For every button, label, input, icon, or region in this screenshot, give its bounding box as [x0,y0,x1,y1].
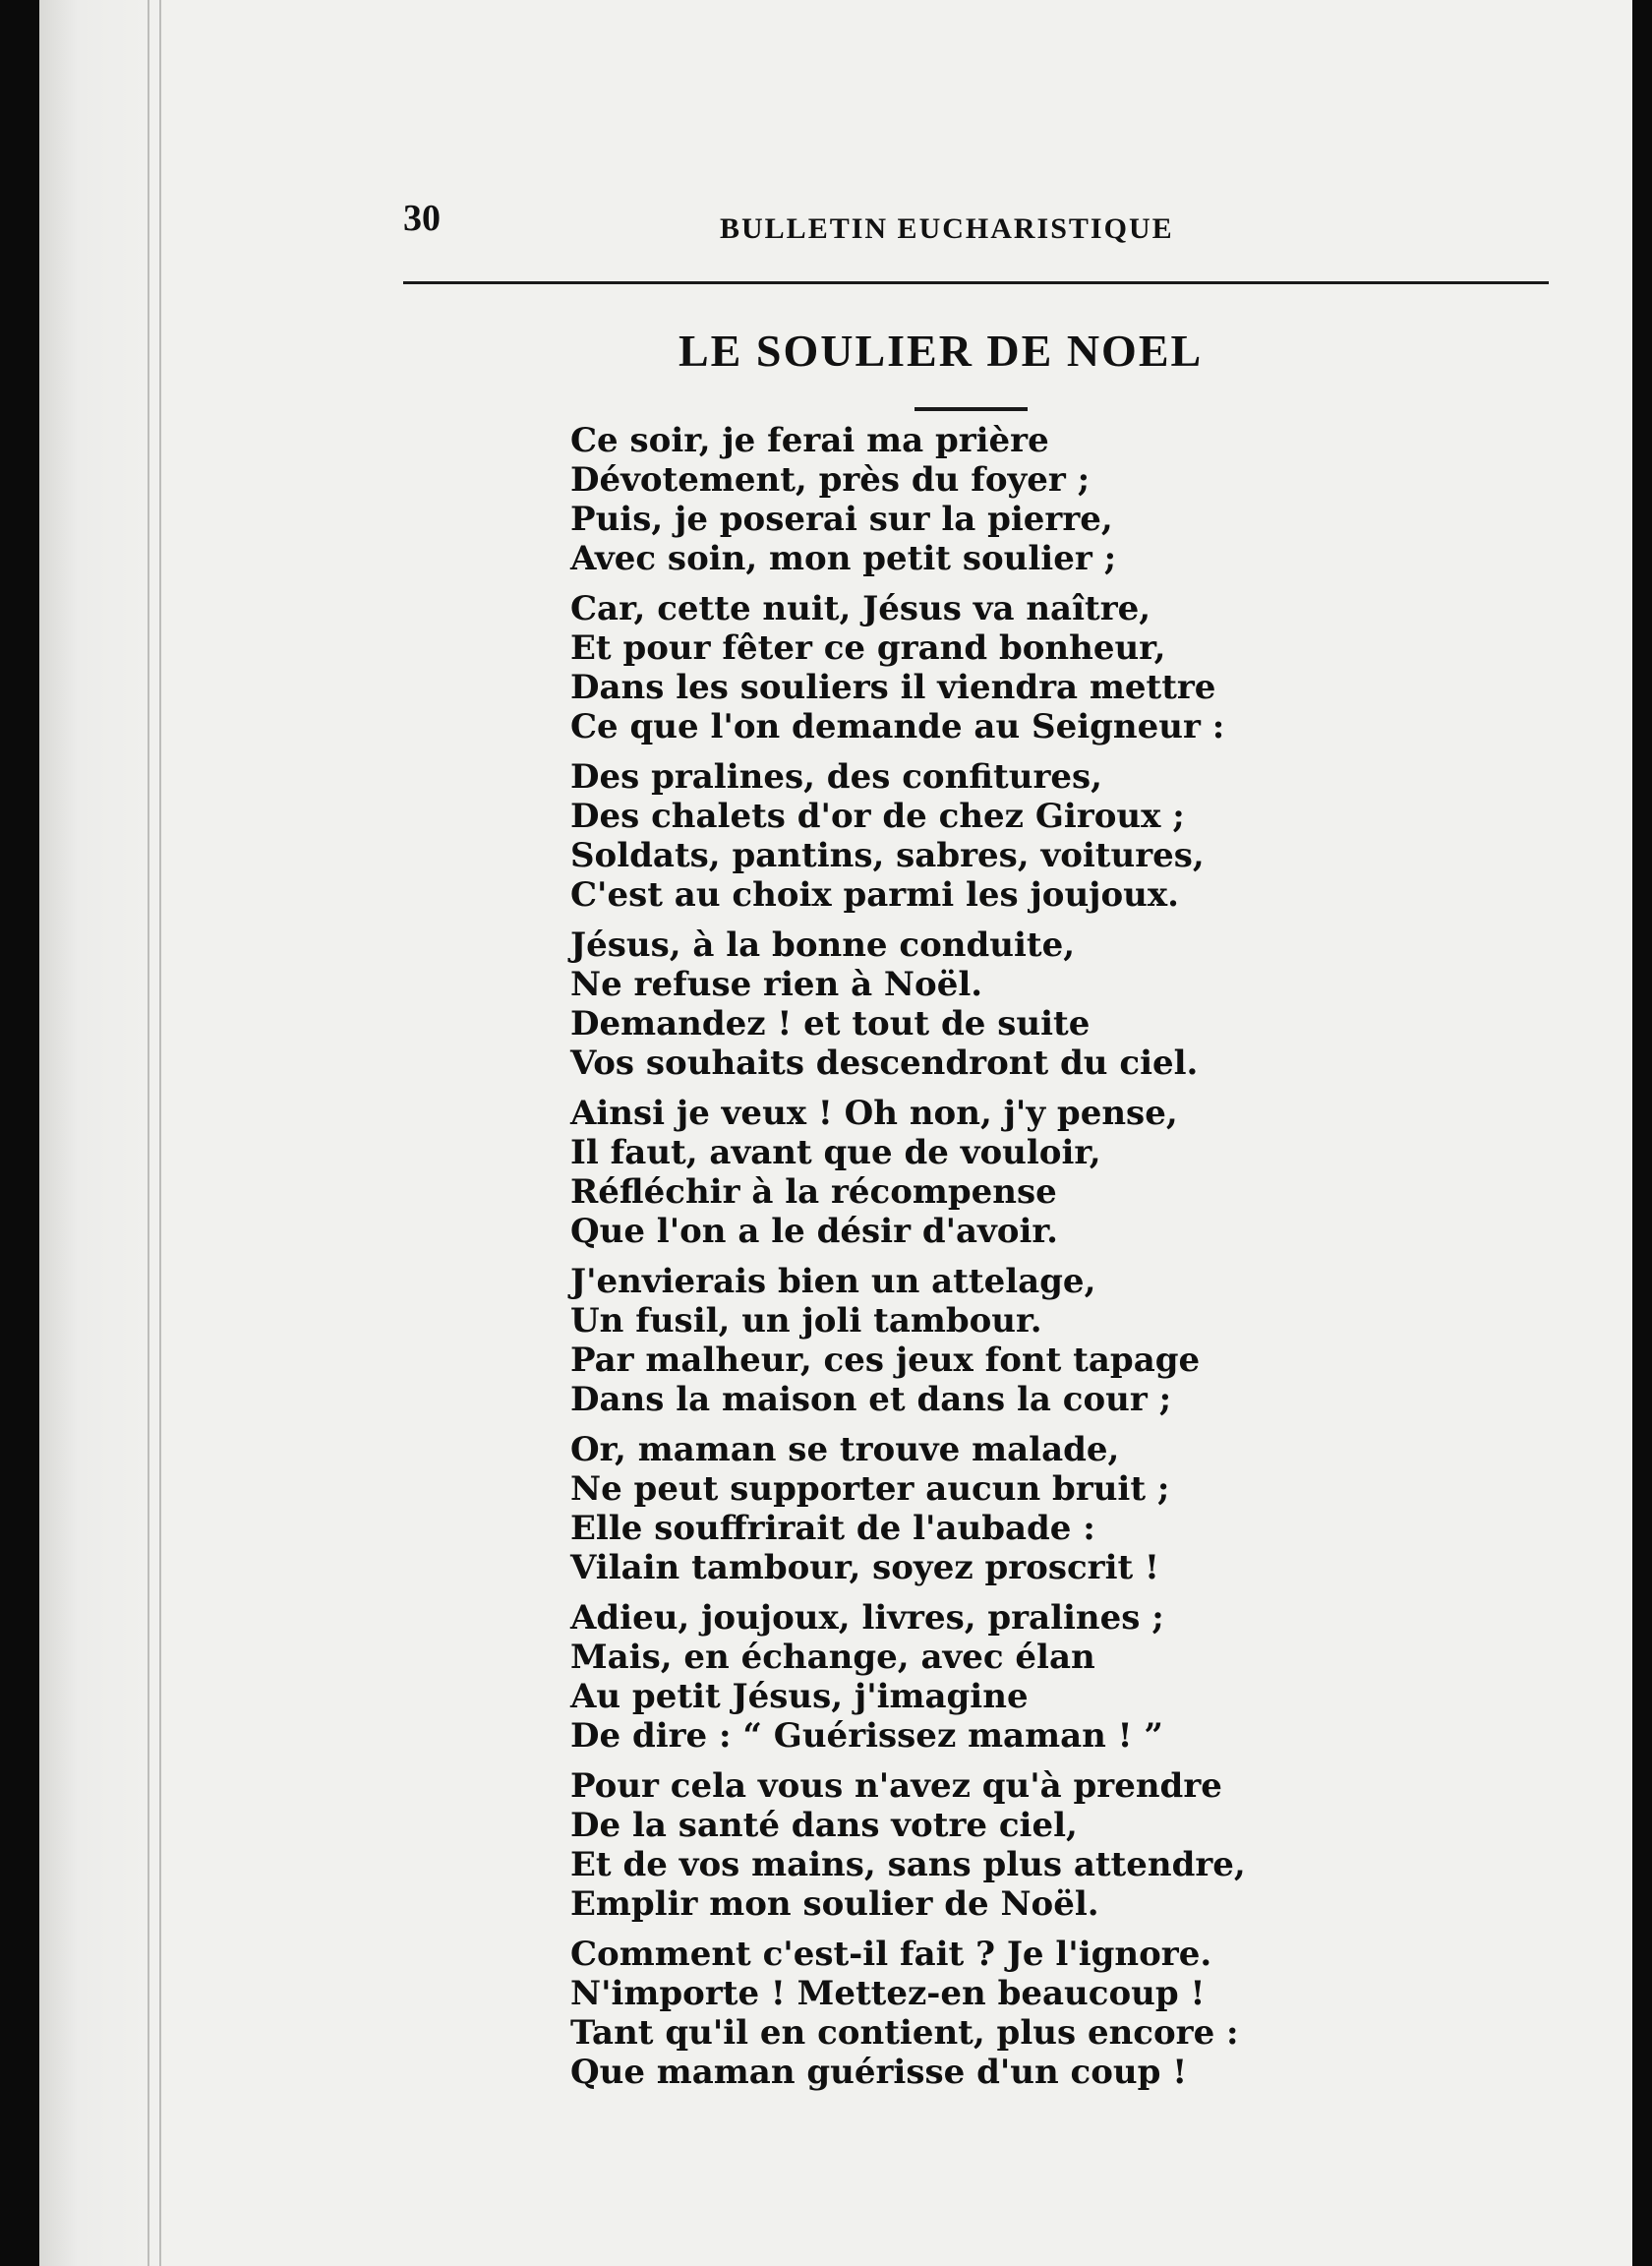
verse-line: Ce que l'on demande au Seigneur : [570,707,1225,746]
stanza [570,1430,1318,1587]
verse-line: Dans les souliers il viendra mettre [570,668,1216,707]
verse-line: Avec soin, mon petit soulier ; [570,539,1117,578]
verse-line: Ne refuse rien à Noël. [570,965,983,1004]
verse-line: Ne peut supporter aucun bruit ; [570,1469,1170,1509]
stanza [570,1598,1318,1756]
verse-line: Dans la maison et dans la cour ; [570,1380,1172,1419]
verse-line: Emplir mon soulier de Noël. [570,1884,1099,1924]
title-rule [914,407,1028,411]
verse-line: De la santé dans votre ciel, [570,1806,1078,1845]
verse-line: Que l'on a le désir d'avoir. [570,1212,1059,1251]
verse-line: Et pour fêter ce grand bonheur, [570,628,1166,668]
stanza [570,421,1318,578]
verse-line: Tant qu'il en contient, plus encore : [570,2013,1239,2053]
verse-line: Vos souhaits descendront du ciel. [570,1044,1199,1083]
verse-line: Comment c'est-il fait ? Je l'ignore. [570,1935,1212,1974]
stanza [570,589,1318,746]
page-number: 30 [403,198,441,239]
verse-line: Ce soir, je ferai ma prière [570,421,1049,460]
verse-line: Elle souffrirait de l'aubade : [570,1509,1095,1548]
poem-title: LE SOULIER DE NOEL [678,326,1204,376]
verse-line: Un fusil, un joli tambour. [570,1301,1042,1341]
verse-line: Et de vos mains, sans plus attendre, [570,1845,1246,1884]
verse-line: J'envierais bien un attelage, [570,1262,1096,1301]
stanza [570,1935,1318,2092]
stanza [570,1766,1318,1924]
page-edge-line [159,0,161,2266]
verse-line: Pour cela vous n'avez qu'à prendre [570,1766,1222,1806]
journal-title: BULLETIN EUCHARISTIQUE [720,212,1174,245]
verse-line: Par malheur, ces jeux font tapage [570,1341,1201,1380]
verse-line: Demandez ! et tout de suite [570,1004,1091,1044]
verse-line: De dire : “ Guérissez maman ! ” [570,1716,1163,1756]
stanza [570,1262,1318,1419]
verse-line: Que maman guérisse d'un coup ! [570,2053,1188,2092]
verse-line: Adieu, joujoux, livres, pralines ; [570,1598,1164,1638]
verse-line: Car, cette nuit, Jésus va naître, [570,589,1151,628]
verse-line: Réfléchir à la récompense [570,1172,1057,1212]
verse-line: Des pralines, des confitures, [570,757,1102,797]
verse-line: Or, maman se trouve malade, [570,1430,1120,1469]
stanza [570,925,1318,1083]
verse-line: Au petit Jésus, j'imagine [570,1677,1029,1716]
stanza [570,1094,1318,1251]
verse-line: Dévotement, près du foyer ; [570,460,1091,500]
verse-line: Il faut, avant que de vouloir, [570,1133,1101,1172]
page-edge-line [148,0,149,2266]
poem-body [570,421,1318,2103]
verse-line: Soldats, pantins, sabres, voitures, [570,836,1205,875]
header-rule [403,281,1549,284]
verse-line: Ainsi je veux ! Oh non, j'y pense, [570,1094,1178,1133]
verse-line: C'est au choix parmi les joujoux. [570,875,1179,915]
verse-line: Des chalets d'or de chez Giroux ; [570,797,1185,836]
verse-line: Mais, en échange, avec élan [570,1638,1095,1677]
verse-line: Vilain tambour, soyez proscrit ! [570,1548,1159,1587]
running-head [403,197,1288,266]
verse-line: N'importe ! Mettez-en beaucoup ! [570,1974,1206,2013]
verse-line: Jésus, à la bonne conduite, [570,925,1076,965]
verse-line: Puis, je poserai sur la pierre, [570,500,1113,539]
stanza [570,757,1318,915]
